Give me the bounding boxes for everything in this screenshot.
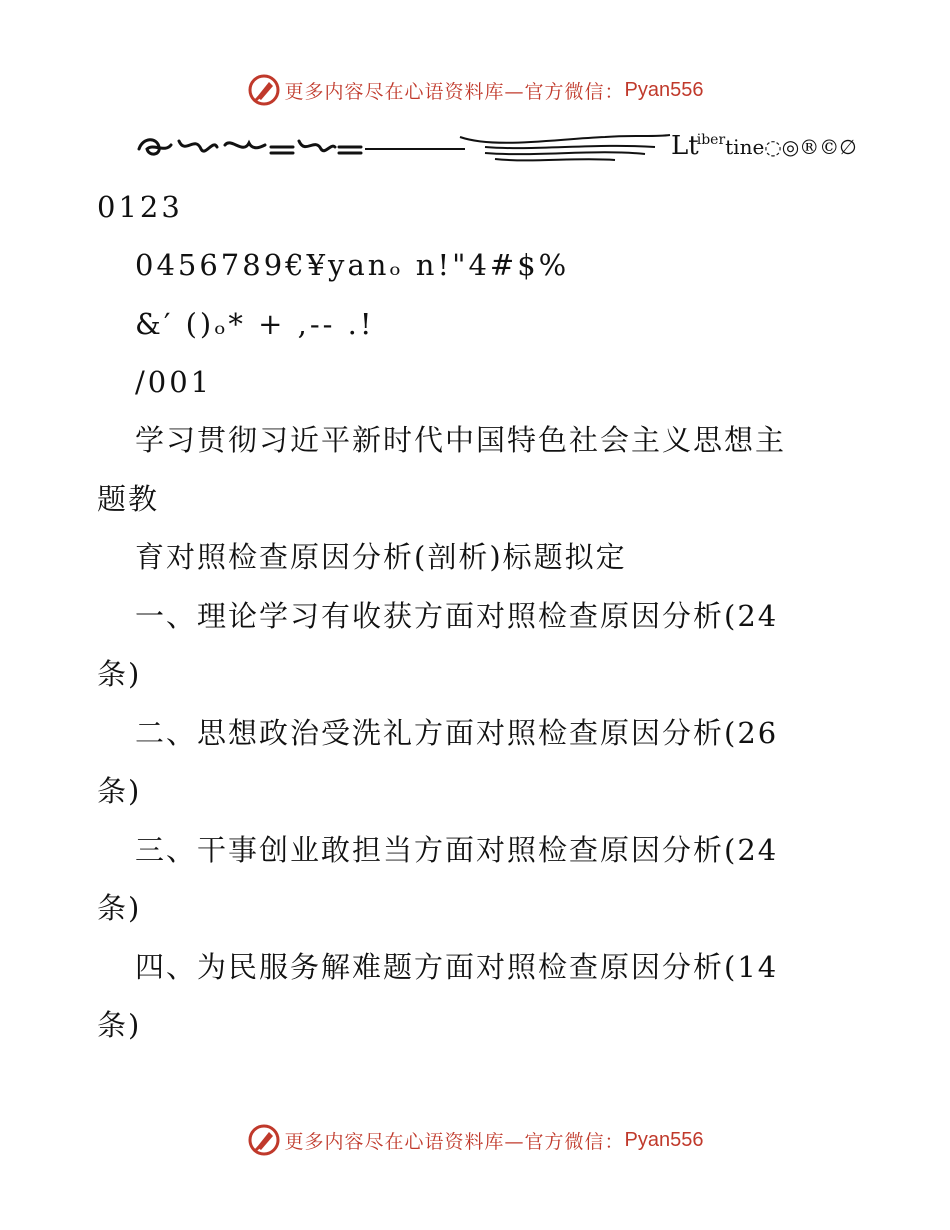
pen-seal-icon (247, 1123, 281, 1157)
banner-handle: Pyan556 (624, 1128, 704, 1151)
banner-text: 更多内容尽在心语资料库—官方微信： (284, 80, 625, 103)
decorative-ornament (135, 127, 857, 167)
banner-handle: Pyan556 (624, 78, 704, 101)
text-line: 育对照检查原因分析(剖析)标题拟定 (135, 540, 627, 574)
text-line: 0456789€¥yanₒ n!"4#$% (135, 248, 570, 282)
text-line: 二、思想政治受洗礼方面对照检查原因分析(26 (135, 716, 779, 750)
text-line: &′ ()ₒ* + ,-- .! (135, 307, 375, 341)
text-line: 一、理论学习有收获方面对照检查原因分析(24 (135, 599, 779, 633)
flourish-icon (135, 127, 675, 167)
header-banner (0, 70, 950, 110)
text-line: 条) (97, 1008, 142, 1042)
ornament-glyphs: $Lt^{iber}tine◌◎®©\emptyset$ (671, 131, 857, 161)
footer-banner (0, 1120, 950, 1160)
banner-text: 更多内容尽在心语资料库—官方微信： (284, 1130, 625, 1153)
pen-seal-icon (247, 73, 281, 107)
text-line: 条) (97, 774, 142, 808)
text-line: 四、为民服务解难题方面对照检查原因分析(14 (135, 950, 779, 984)
text-line: 学习贯彻习近平新时代中国特色社会主义思想主 (135, 423, 787, 457)
text-line: /001 (135, 365, 213, 399)
text-line: 题教 (97, 482, 160, 516)
text-line: 0123 (97, 190, 183, 224)
text-line: 条) (97, 891, 142, 925)
text-line: 三、干事创业敢担当方面对照检查原因分析(24 (135, 833, 779, 867)
text-line: 条) (97, 657, 142, 691)
